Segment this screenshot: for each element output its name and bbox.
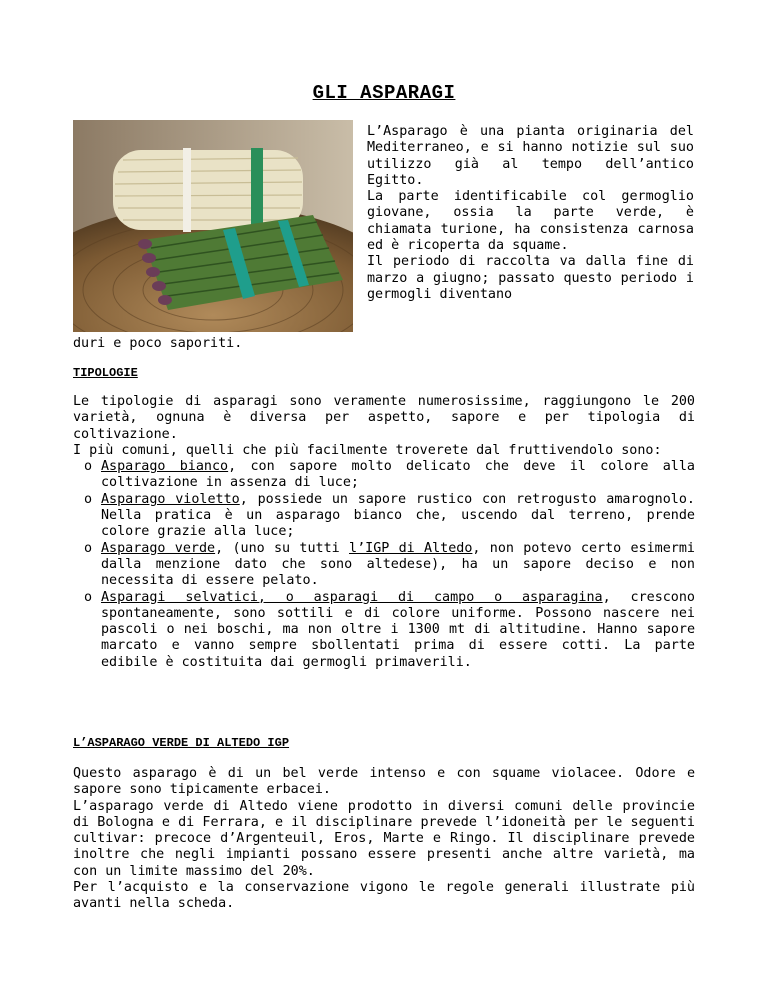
type-description: , con sapore molto delicato che deve il colore alla coltivazione in assenza di luce;: [101, 459, 695, 491]
section-heading-altedo: L’ASPARAGO VERDE DI ALTEDO IGP: [73, 736, 290, 750]
type-name: Asparago bianco: [101, 459, 229, 475]
altedo-paragraph-2: L’asparago verde di Altedo viene prodotto in diversi comuni delle provincie di Bologna e di Ferrara, e il disciplinare prevede l’idoneità per le seguenti cultivar: precoce d’Argenteuil, Eros, Marte e Ringo. Il disciplinare prevede inoltre che negli impianti possano essere presenti anche altre varietà, ma con un limite massimo del 20%.: [73, 798, 695, 879]
section-tipologie: [73, 394, 695, 671]
intro-paragraph-2: La parte identificabile col germoglio giovane, ossia la parte verde, è chiamata turione, ha consistenza carnosa ed è ricoperta da squame.: [367, 189, 694, 254]
bullet: o: [84, 589, 93, 605]
intro-paragraph-3: Il periodo di raccolta va dalla fine di marzo a giugno; passato questo periodo i germogli diventano: [367, 254, 694, 302]
asparagus-illustration: [73, 120, 353, 332]
asparagus-type-list: [73, 459, 695, 671]
intro-tail: duri e poco saporiti.: [73, 336, 243, 351]
type-description: , crescono spontaneamente, sono sottili e di colore uniforme. Possono nascere nei pascoli o nei boschi, ma non oltre i 1300 mt di altitudine. Hanno sapore marcato e vanno sempre sbollentati prima di essere cotti. La parte edibile è costituita dai germogli primaverili.: [101, 589, 695, 670]
section-heading-tipologie: TIPOLOGIE: [73, 366, 138, 380]
page-title: GLI ASPARAGI: [312, 82, 456, 104]
bullet: o: [84, 540, 93, 556]
list-item: [73, 590, 695, 671]
list-item: [73, 459, 695, 492]
altedo-paragraph-1: Questo asparago è di un bel verde intenso e con squame violacee. Odore e sapore sono tipicamente erbacei.: [73, 766, 695, 798]
altedo-paragraph-3: Per l’acquisto e la conservazione vigono le regole generali illustrate più avanti nella scheda.: [73, 880, 695, 912]
tipologie-paragraph-1: Le tipologie di asparagi sono veramente numerosissime, raggiungono le 200 varietà, ognuna è diversa per aspetto, sapore e per tipologia di coltivazione.: [73, 394, 695, 442]
type-name-igp: l’IGP di Altedo: [349, 540, 473, 556]
type-description: , (uno su tutti: [215, 540, 350, 556]
type-description: , possiede un sapore rustico con retrogusto amarognolo. Nella pratica è un asparago bianco che, uscendo dal terreno, prende colore grazie alla luce;: [101, 491, 695, 540]
bullet: o: [84, 491, 93, 507]
tipologie-paragraph-2: I più comuni, quelli che più facilmente troverete dal fruttivendolo sono:: [73, 442, 662, 458]
section-altedo: [73, 766, 695, 913]
type-name: Asparago verde: [101, 540, 216, 556]
type-name: Asparagi selvatici, o asparagi di campo o asparagina: [101, 589, 603, 605]
intro-paragraph-1: L’Asparago è una pianta originaria del Mediterraneo, e si hanno notizie sul suo utilizzo già al tempo dell’antico Egitto.: [367, 124, 694, 188]
list-item: [73, 541, 695, 590]
list-item: [73, 492, 695, 541]
type-description-cont: , non potevo certo esimermi dalla menzione dato che sono altedese), ha un sapore deciso e non necessita di essere pelato.: [101, 540, 695, 589]
type-name: Asparago violetto: [101, 491, 240, 507]
intro-text: [367, 124, 694, 303]
asparagus-photo: [73, 120, 353, 332]
bullet: o: [84, 459, 93, 475]
